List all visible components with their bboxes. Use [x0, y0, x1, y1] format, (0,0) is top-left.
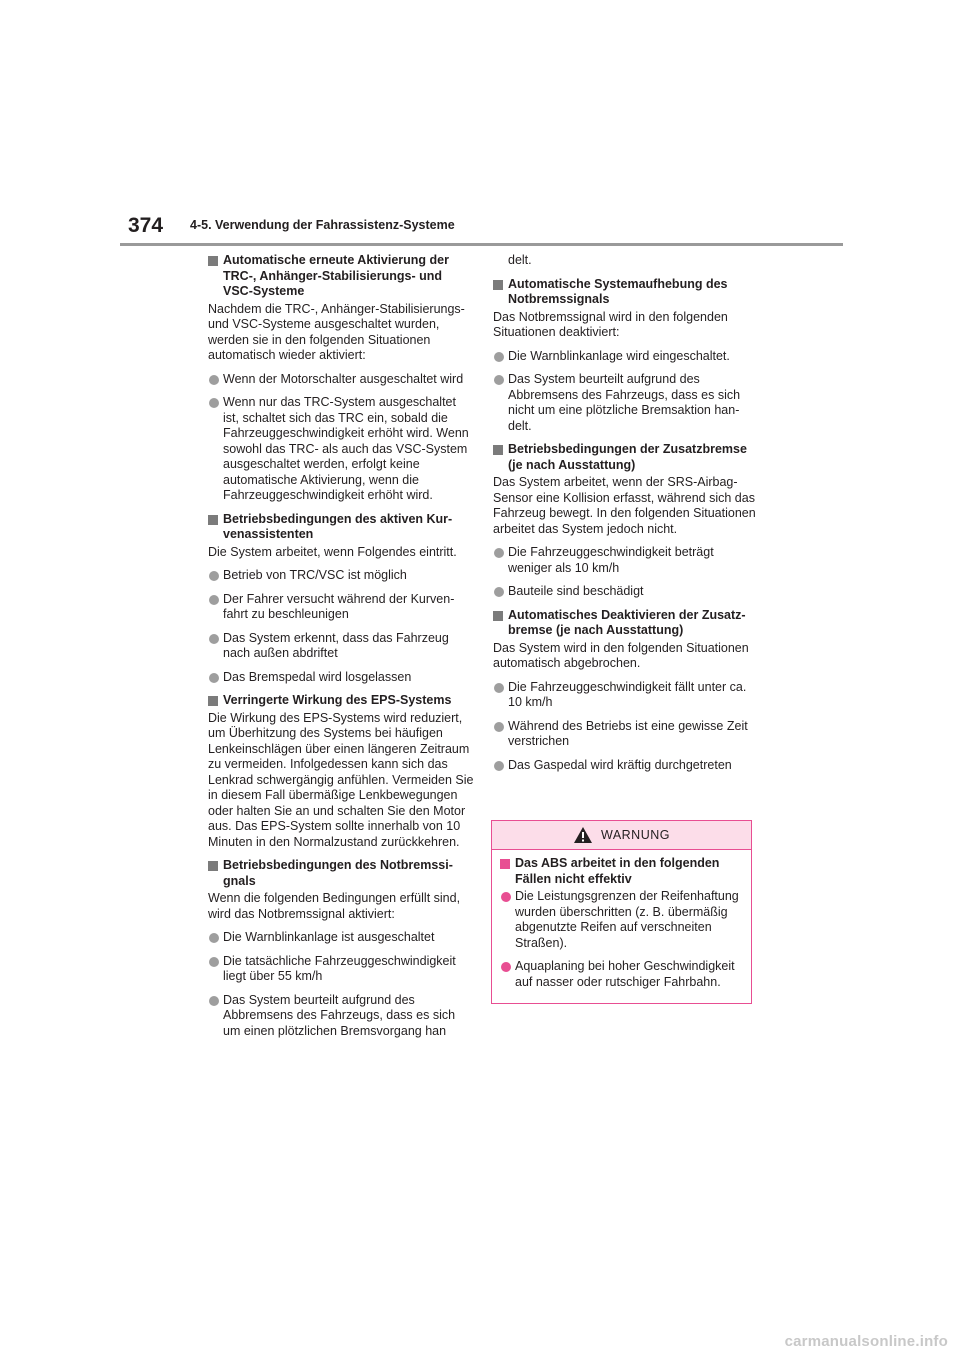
warning-title: WARNUNG: [600, 828, 670, 842]
list-item: Bauteile sind beschädigt: [493, 584, 758, 600]
paragraph: Wenn die folgenden Bedingungen erfüllt sind, wird das Notbremssignal aktiviert:: [208, 891, 461, 921]
round-bullet-icon: [494, 683, 504, 693]
square-bullet-icon: [493, 611, 503, 621]
round-bullet-icon: [494, 587, 504, 597]
round-bullet-icon: [494, 761, 504, 771]
list-item: Betrieb von TRC/VSC ist möglich: [208, 568, 474, 584]
square-bullet-icon: [493, 280, 503, 290]
warning-header: [492, 821, 751, 850]
list-item: Die Fahrzeuggeschwindigkeit beträgt weniger als 10 km/h: [493, 545, 758, 576]
watermark: carmanualsonline.info: [784, 1333, 948, 1350]
round-bullet-icon: [209, 375, 219, 385]
list-item: Das Bremspedal wird losgelassen: [208, 670, 474, 686]
list-item: Das Gaspedal wird kräftig durchgetreten: [493, 758, 758, 774]
warning-body: [492, 850, 751, 990]
warning-heading: Das ABS arbeitet in den folgenden Fällen nicht effektiv: [500, 856, 743, 887]
heading-secondary-brake-deactivation: Automatisches Deaktivieren der Zusatzbremse (je nach Ausstattung): [493, 608, 758, 639]
warning-list-item: Die Leistungsgrenzen der Reifenhaftung wurden überschritten (z. B. übermäßig abgenutzte Reifen auf verschneiten Straßen).: [500, 889, 743, 951]
round-bullet-icon: [209, 595, 219, 605]
round-bullet-icon: [209, 398, 219, 408]
list-item: Die Warnblinkanlage wird eingeschaltet.: [493, 349, 758, 365]
list-item: Die Fahrzeuggeschwindigkeit fällt unter ca. 10 km/h: [493, 680, 758, 711]
list-item: Während des Betriebs ist eine gewisse Zeit verstrichen: [493, 719, 758, 750]
round-bullet-icon: [209, 933, 219, 943]
round-bullet-icon: [494, 352, 504, 362]
heading-curve-assist: Betriebsbedingungen des aktiven Kurvenassistenten: [208, 512, 474, 543]
round-bullet-icon: [494, 375, 504, 385]
list-item: Das System beurteilt aufgrund des Abbremsens des Fahrzeugs, dass es sich um einen plötzlichen Bremsvorgang han: [208, 993, 474, 1040]
section-title: 4-5. Verwendung der Fahrassistenz-Systeme: [190, 218, 455, 232]
continuation-text: delt.: [508, 253, 532, 267]
warning-box: [491, 820, 752, 1004]
square-bullet-icon: [208, 515, 218, 525]
round-bullet-icon: [209, 634, 219, 644]
square-bullet-icon: [208, 861, 218, 871]
heading-signal-cancel: Automatische Systemaufhebung des Notbremssignals: [493, 277, 758, 308]
round-bullet-icon: [209, 673, 219, 683]
list-item: Wenn nur das TRC-System ausgeschaltet ist, schaltet sich das TRC ein, sobald die Fahrzeuggeschwindigkeit erhöht wird. Wenn sowohl das TRC- als auch das VSC-System ausgeschaltet werden, erfolgt keine automatische Aktivierung, wenn die Fahrzeuggeschwindigkeit erhöht wird.: [208, 395, 474, 504]
paragraph: Das System arbeitet, wenn der SRS-Airbag-Sensor eine Kollision erfasst, während sich das Fahrzeug bewegt. In den folgenden Situationen arbeitet das System jedoch nicht.: [493, 475, 756, 536]
round-bullet-icon: [494, 722, 504, 732]
square-bullet-icon: [493, 445, 503, 455]
heading-secondary-brake: Betriebsbedingungen der Zusatzbremse (je nach Ausstattung): [493, 442, 758, 473]
right-column: [493, 253, 758, 781]
round-bullet-icon: [209, 996, 219, 1006]
list-item: Das System erkennt, dass das Fahrzeug nach außen abdriftet: [208, 631, 474, 662]
paragraph: Das Notbremssignal wird in den folgenden Situationen deaktiviert:: [493, 309, 728, 339]
paragraph: Nachdem die TRC-, Anhänger-Stabilisierungs- und VSC-Systeme ausgeschaltet wurden, werden sie in den folgenden Situationen automatisch wieder aktiviert:: [208, 301, 465, 362]
header-rule: [120, 243, 843, 246]
paragraph: Das System wird in den folgenden Situationen automatisch abgebrochen.: [493, 640, 749, 670]
paragraph: Die System arbeitet, wenn Folgendes eintritt.: [208, 544, 457, 559]
round-bullet-icon: [209, 571, 219, 581]
heading-eps: Verringerte Wirkung des EPS-Systems: [208, 693, 474, 709]
warning-triangle-icon: [573, 826, 593, 844]
list-item: Wenn der Motorschalter ausgeschaltet wird: [208, 372, 474, 388]
square-bullet-icon: [500, 859, 510, 869]
square-bullet-icon: [208, 696, 218, 706]
warning-list-item: Aquaplaning bei hoher Geschwindigkeit auf nasser oder rutschiger Fahrbahn.: [500, 959, 743, 990]
list-item: Das System beurteilt aufgrund des Abbremsens des Fahrzeugs, dass es sich nicht um eine plötzliche Bremsaktion handelt.: [493, 372, 758, 434]
list-item: Die tatsächliche Fahrzeuggeschwindigkeit liegt über 55 km/h: [208, 954, 474, 985]
round-bullet-icon: [501, 962, 511, 972]
list-item: Der Fahrer versucht während der Kurvenfahrt zu beschleunigen: [208, 592, 474, 623]
heading-auto-reactivation: Automatische erneute Aktivierung der TRC-, Anhänger-Stabilisierungs- und VSC-Systeme: [208, 253, 474, 300]
left-column: [208, 253, 474, 1047]
round-bullet-icon: [209, 957, 219, 967]
page-number: 374: [128, 214, 164, 237]
list-item: Die Warnblinkanlage ist ausgeschaltet: [208, 930, 474, 946]
round-bullet-icon: [494, 548, 504, 558]
square-bullet-icon: [208, 256, 218, 266]
paragraph: Die Wirkung des EPS-Systems wird reduziert, um Überhitzung des Systems bei häufigen Lenkeinschlägen über einen längeren Zeitraum zu vermeiden. Infolgedessen kann sich das Lenkrad schwergängig anfühlen. Vermeiden Sie in diesem Fall übermäßige Lenkbewegungen oder halten Sie an und schalten Sie den Motor aus. Das EPS-System sollte innerhalb von 10 Minuten in den Normalzustand zurückkehren.: [208, 710, 474, 849]
heading-emergency-signal: Betriebsbedingungen des Notbremssignals: [208, 858, 474, 889]
round-bullet-icon: [501, 892, 511, 902]
